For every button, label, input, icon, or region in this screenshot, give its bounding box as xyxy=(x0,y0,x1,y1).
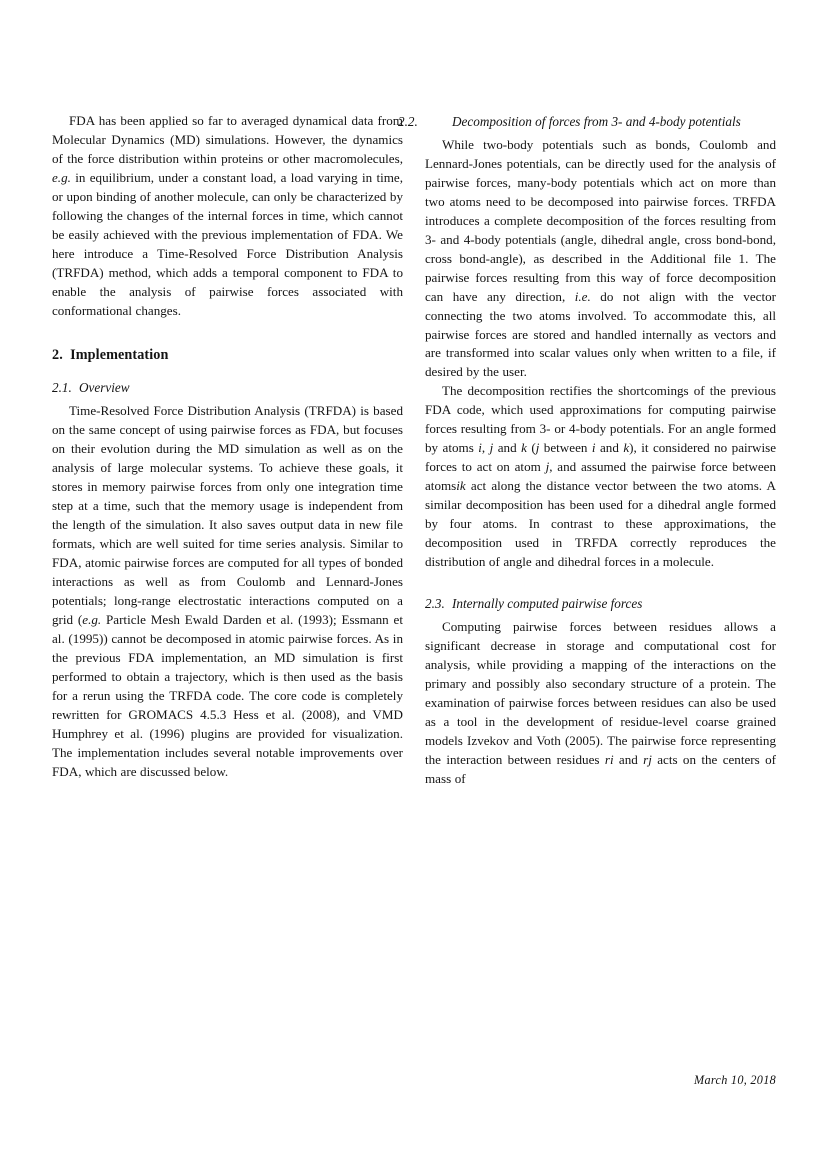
spacer-before-section-2 xyxy=(52,320,403,346)
math-var-i-2: i xyxy=(591,440,596,456)
paragraph-computing-pairwise-forces xyxy=(425,618,776,789)
math-var-ik: ik xyxy=(456,478,466,494)
subsection-heading-overview xyxy=(52,378,403,397)
latin-abbrev-eg: e.g. xyxy=(82,611,102,627)
subsection-title: Internally computed pairwise forces xyxy=(452,595,643,611)
paragraph-text-d: act along the distance vector between the two atoms. A similar decomposition has been used for a dihedral angle formed by four atoms. In contrast to these approximations, the decomposition used in TRFDA correctly reproduces the distribution of angle and dihedral forces in a molecule. xyxy=(425,478,776,569)
latin-abbrev-eg: e.g. xyxy=(52,169,71,185)
section-title: Implementation xyxy=(70,347,169,364)
two-column-body xyxy=(52,112,776,789)
paragraph-decomposition-rectifies xyxy=(425,382,776,572)
conjunction-and: and xyxy=(613,751,644,767)
math-var-j-2: j xyxy=(535,440,540,456)
word-between: between xyxy=(539,440,592,456)
math-var-k: k xyxy=(521,440,527,456)
subsection-number: 2.3. xyxy=(425,595,445,611)
conjunction-and: and xyxy=(493,440,522,456)
left-column xyxy=(52,112,403,782)
paragraph-trfda-overview xyxy=(52,402,403,781)
conjunction-and-2: and xyxy=(595,440,624,456)
paragraph-text-b: acts on the centers of mass of xyxy=(425,751,777,786)
page-footer-date: March 10, 2018 xyxy=(694,1073,776,1087)
paragraph-text-b: ), it considered no pairwise forces to act on atom xyxy=(425,440,777,475)
subsection-title: Decomposition of forces from 3- and 4-body potentials xyxy=(452,114,741,129)
spacer-before-subsection-2-3 xyxy=(425,572,776,594)
paragraph-text-b: in equilibrium, under a constant load, a load varying in time, or upon binding of another molecule, can only be characterized by following the changes of the internal forces in time, which cannot be easily achieved with the previous implementation of FDA. We here introduce a Time-Resolved Force Distribution Analysis (TRFDA) method, which adds a temporal component to FDA to enable the analysis of pairwise forces associated with conformational changes. xyxy=(52,169,403,318)
paragraph-text-b: do not align with the vector connecting the two atoms involved. To accommodate this, all pairwise forces are stored and handled internally as vectors and are transformed into scalar values only when written to a file, if desired by the user. xyxy=(425,288,776,380)
paragraph-text-a: The decomposition rectifies the shortcomings of the previous FDA code, which used approximations for computing pairwise forces resulting from 3- or 4-body potentials. For an angle formed by atoms xyxy=(425,383,776,456)
spacer-after-section-2 xyxy=(52,365,403,378)
subsection-heading-internally-computed xyxy=(425,594,776,613)
paragraph-two-body-potentials xyxy=(425,136,776,382)
subsection-number: 2.2. xyxy=(398,114,418,129)
paren-open: ( xyxy=(526,440,536,456)
paragraph-text-b: Particle Mesh Ewald Darden et al. (1993); Essmann et al. (1995)) cannot be decomposed in atomic pairwise forces. As in the previous FDA implementation, an MD simulation is first performed to obtain a trajectory, which is then used as the basis for a rerun using the TRFDA code. The core code is completely rewritten for GROMACS 4.5.3 Hess et al. (2008), and VMD Humphrey et al. (1996) plugins are provided for visualization. The implementation includes several notable improvements over FDA, which are discussed below. xyxy=(52,611,403,779)
subsection-heading-decomposition xyxy=(398,112,776,131)
section-number: 2. xyxy=(52,347,63,364)
paragraph-text-a: While two-body potentials such as bonds, Coulomb and Lennard-Jones potentials, can be directly used for the analysis of pairwise forces, many-body potentials which act on more than two atoms need to be decomposed into pairwise forces. TRFDA introduces a complete decomposition of the forces resulting from 3- and 4-body potentials (angle, dihedral angle, cross bond-bond, cross bond-angle), as described in the Additional file 1. The pairwise forces resulting from this way of force decomposition can have any direction, xyxy=(425,137,776,304)
math-var-j-3: j xyxy=(545,459,550,475)
paragraph-fda-applied xyxy=(52,112,403,320)
section-heading-implementation xyxy=(52,346,403,365)
math-var-j: j xyxy=(489,440,494,456)
math-var-k-2: k xyxy=(623,440,630,456)
subsection-number: 2.1. xyxy=(52,380,72,396)
paragraph-text-c: , and assumed the pairwise force between atoms xyxy=(425,459,776,494)
paragraph-text-a: Computing pairwise forces between residues allows a significant decrease in storage and computational cost for analysis, while providing a mapping of the interactions on the primary and possibly also secondary structure of a protein. The examination of pairwise forces between residues can also be used as a tool in the development of residue-level coarse grained models Izvekov and Voth (2005). The pairwise force representing the interaction between residues xyxy=(425,618,776,767)
punctuation: , xyxy=(481,440,490,456)
right-column xyxy=(398,112,777,789)
subsection-title: Overview xyxy=(79,380,130,396)
math-var-rj: rj xyxy=(643,751,652,767)
math-var-ri: ri xyxy=(604,751,614,767)
paragraph-text-a: FDA has been applied so far to averaged dynamical data from Molecular Dynamics (MD) simulations. However, the dynamics of the force distribution within proteins or other macromolecules, xyxy=(52,113,403,166)
paragraph-text-a: Time-Resolved Force Distribution Analysis (TRFDA) is based on the same concept of using pairwise forces as FDA, but focuses on their evolution during the MD simulation as well as on the analysis of large molecular systems. To achieve these goals, it stores in memory pairwise forces from only one integration time step at a time, such that the memory usage is independent from the length of the simulation. It also saves output data in new file formats, which are well suited for time series analysis. Similar to FDA, atomic pairwise forces are computed for all types of bonded interactions as well as from Coulomb and Lennard-Jones potentials; long-range electrostatic interactions computed on a grid ( xyxy=(52,403,403,627)
latin-abbrev-ie: i.e. xyxy=(574,288,591,304)
math-var-i: i xyxy=(478,440,482,456)
